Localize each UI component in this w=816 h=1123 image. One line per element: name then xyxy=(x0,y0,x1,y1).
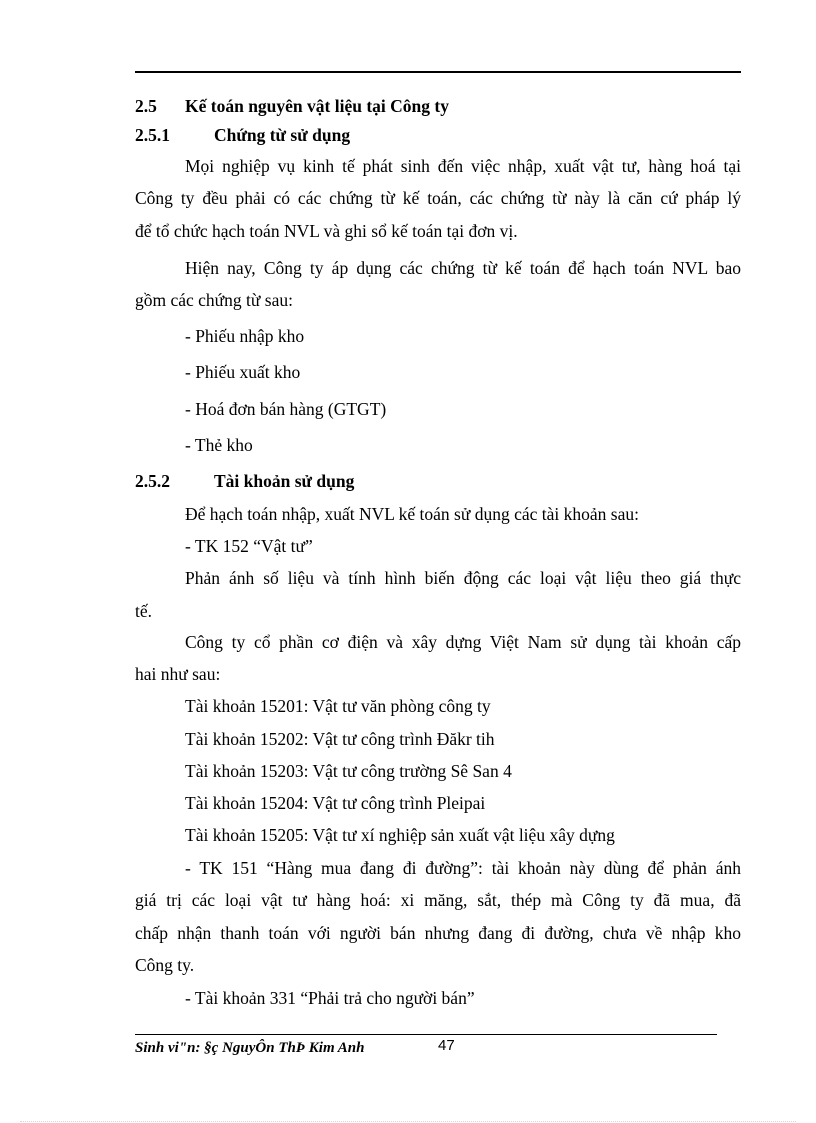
page-number: 47 xyxy=(438,1037,455,1054)
account-item: Tài khoản 15203: Vật tư công trường Sê San 4 xyxy=(185,761,512,781)
subsection-heading-2 xyxy=(135,470,354,492)
footer-student-name: Sinh vi"n: §ç NguyÔn ThÞ Kim Anh xyxy=(135,1040,365,1056)
paragraph-line: - TK 151 “Hàng mua đang đi đường”: tài khoản này dùng để phản ánh xyxy=(185,858,741,878)
subsection-heading-1 xyxy=(135,124,350,146)
account-item: Tài khoản 15201: Vật tư văn phòng công ty xyxy=(185,696,491,716)
paragraph-line: gồm các chứng từ sau: xyxy=(135,290,293,310)
paragraph-line: hai như sau: xyxy=(135,664,221,684)
list-item: - Tài khoản 331 “Phải trả cho người bán” xyxy=(185,988,475,1008)
account-item: Tài khoản 15204: Vật tư công trình Pleipai xyxy=(185,793,486,813)
subsection-number-1: 2.5.1 xyxy=(135,125,170,145)
account-item: Tài khoản 15202: Vật tư công trình Đăkr tih xyxy=(185,729,495,749)
paragraph-line: Để hạch toán nhập, xuất NVL kế toán sử dụng các tài khoản sau: xyxy=(185,504,639,524)
list-item: - Phiếu nhập kho xyxy=(185,326,305,346)
paragraph-line: Hiện nay, Công ty áp dụng các chứng từ kế toán để hạch toán NVL bao xyxy=(185,258,741,278)
list-item: - Phiếu xuất kho xyxy=(185,362,301,382)
footer-rule xyxy=(135,1034,717,1035)
paragraph-line: chấp nhận thanh toán với người bán nhưng đang đi đường, chưa về nhập kho xyxy=(135,923,741,943)
paragraph-line: giá trị các loại vật tư hàng hoá: xi măng, sắt, thép mà Công ty đã mua, đã xyxy=(135,890,741,910)
paragraph-line: Phản ánh số liệu và tính hình biến động các loại vật liệu theo giá thực xyxy=(185,568,741,588)
subsection-number-2: 2.5.2 xyxy=(135,471,170,491)
list-item: - Hoá đơn bán hàng (GTGT) xyxy=(185,399,387,419)
header-rule xyxy=(135,71,741,73)
account-item: Tài khoản 15205: Vật tư xí nghiệp sản xuất vật liệu xây dựng xyxy=(185,825,615,845)
section-title: Kế toán nguyên vật liệu tại Công ty xyxy=(185,96,449,116)
paragraph-line: Công ty. xyxy=(135,955,195,975)
section-heading xyxy=(135,95,449,117)
list-item: - TK 152 “Vật tư” xyxy=(185,536,313,556)
list-item: - Thẻ kho xyxy=(185,435,253,455)
paragraph-line: tế. xyxy=(135,601,153,621)
page-bottom-border xyxy=(20,1121,796,1122)
paragraph-line: Công ty đều phải có các chứng từ kế toán, các chứng từ này là căn cứ pháp lý xyxy=(135,188,741,208)
paragraph-line: để tổ chức hạch toán NVL và ghi sổ kế toán tại đơn vị. xyxy=(135,221,518,241)
subsection-title-2: Tài khoản sử dụng xyxy=(214,471,355,491)
paragraph-line: Công ty cổ phần cơ điện và xây dựng Việt Nam sử dụng tài khoản cấp xyxy=(185,632,741,652)
paragraph-line: Mọi nghiệp vụ kinh tế phát sinh đến việc nhập, xuất vật tư, hàng hoá tại xyxy=(185,156,741,176)
section-number: 2.5 xyxy=(135,96,157,116)
subsection-title-1: Chứng từ sử dụng xyxy=(214,125,351,145)
